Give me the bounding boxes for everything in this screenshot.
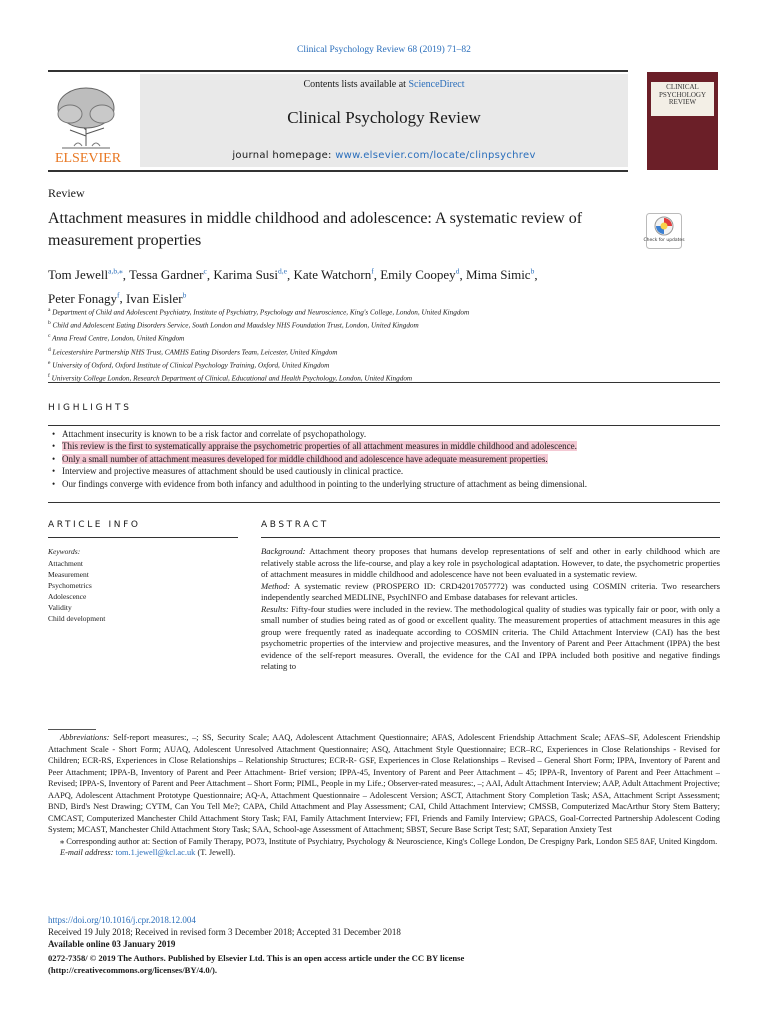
author[interactable]: Peter Fonagy$^f$ (48, 290, 120, 306)
affiliation: $^c$ Anna Freud Centre, London, United Kingdom (48, 333, 185, 343)
author[interactable]: Mima Simic$^b$ (465, 267, 535, 283)
homepage-prefix: journal homepage: (232, 150, 336, 161)
doi-link[interactable]: https://doi.org/10.1016/j.cpr.2018.12.004 (48, 915, 196, 925)
crossmark-label: Check for updates (643, 238, 685, 243)
affiliation: $^e$ University of Oxford, Oxford Institute of Clinical Psychology Training, Oxford, United Kingdom (48, 359, 330, 370)
elsevier-logo (48, 80, 128, 166)
keyword: Child development (48, 614, 106, 623)
author[interactable]: Tom Jewell$^{a,b,⁎}$ (48, 267, 123, 283)
journal-cover-thumbnail[interactable] (647, 72, 718, 170)
author[interactable]: Karima Susi$^{d,e}$ (213, 267, 287, 283)
highlights-rule (48, 425, 720, 426)
elsevier-tree-icon (48, 80, 128, 166)
abstract-results: Results: Fifty-four studies were included in the review. The methodological quality of studies was typically fair or poor, with only a small number of studies being rated as of good or excellent quality. The measurement properties of attachment measures in this age group were frequently rated as inadequate according to COSMIN criteria. The Child Attachment Interview (CAI) has the best psychometric properties of the interview and projective measures, and the Inventory of Parent and Peer Attachment (IPPA) the best evidence of the self-report measures. Overall, the evidence for the CAI and IPPA included both positive and negative findings relating to (261, 603, 720, 671)
keyword: Adolescence (48, 592, 87, 601)
highlights-heading: HIGHLIGHTS (48, 403, 132, 413)
keyword: Validity (48, 603, 72, 612)
abstract-background: Background: Attachment theory proposes that humans develop representations of self and other in early childhood which are relatively stable across the life-course, and play a key role in psychological adaptation. However, to date, the psychometric properties of attachment measures in middle childhood and adolescence have not been evaluated in a systematic review. (261, 546, 720, 579)
journal-cover-title: CLINICAL PSYCHOLOGY REVIEW (651, 82, 714, 116)
author[interactable]: Emily Coopey$^d$ (380, 267, 460, 283)
contents-line (140, 79, 628, 90)
keywords-label: Keywords: (48, 547, 81, 556)
contents-prefix: Contents lists available at (303, 79, 409, 90)
journal-citation[interactable]: Clinical Psychology Review 68 (2019) 71–82 (297, 45, 471, 55)
header-bottom-rule (48, 170, 628, 172)
article-type: Review (48, 186, 85, 200)
highlight-item: • Our findings converge with evidence from both infancy and adulthood in pointing to the underlying structure of attachment as being dimensional. (48, 478, 720, 490)
homepage-link[interactable]: www.elsevier.com/locate/clinpsychrev (335, 150, 536, 161)
section-rule (48, 502, 720, 503)
footnote-rule (48, 729, 96, 730)
affiliation: $^d$ Leicestershire Partnership NHS Trust, CAMHS Eating Disorders Team, Leicester, United Kingdom (48, 346, 338, 356)
highlights-list (48, 428, 720, 490)
keyword: Attachment (48, 559, 83, 568)
author[interactable]: Tessa Gardner$^c$ (128, 267, 207, 283)
footnotes (48, 732, 720, 859)
abstract-body (261, 546, 720, 673)
elsevier-wordmark: ELSEVIER (54, 151, 122, 166)
email-note: E-mail address: tom.1.jewell@kcl.ac.uk (T. Jewell). (60, 848, 236, 857)
sciencedirect-link[interactable]: ScienceDirect (408, 79, 465, 90)
article-info-heading: ARTICLE INFO (48, 520, 141, 530)
highlight-item-marked: • Only a small number of attachment measures developed for middle childhood and adolescence have adequate measurement properties. (48, 453, 720, 465)
homepage-line (140, 150, 628, 161)
keywords-list (48, 558, 105, 624)
license-statement: 0272-7358/ © 2019 The Authors. Published by Elsevier Ltd. This is an open access article under the CC BY license (http://creativecommons.org/licenses/BY/4.0/). (48, 953, 465, 975)
abbreviations-note: Abbreviations: Self-report measures:, –; SS, Security Scale; AAQ, Adolescent Attachment Questionnaire; AFAS, Adolescent Friendship Attachment Scale; AFAS–SF, Adolescent Friendship Attachment Scale - Short Form; AUAQ, Adolescent Unresolved Attachment Questionnaire; ASQ, Attachment Style Questionnaire; ECR–RC, Experiences in Close Relationships - Revised for Children; ECR-RS, Experiences in Close Relationships – Relationship Structures; ECR-R- GSF, Experiences in Close Relationships – Revised – General Short Form; IPPA, Inventory of Parent and Peer Attachment; IPPA-B, Inventory of Parent and Peer Attachment- Brief version; IPPA-45, Inventory of Parent and Peer Attachment – 45; IPPA-R, Inventory of Parent and Peer Attachment – Revised; IPPA-S, Inventory of Parent and Peer Attachment – Short Form; PIML, People in my Life.; Observer-rated measures:, –; AAI, Adult Attachment Interview; AAP, Adult Attachment Projective; AAPQ, Adolescent Attachment Prototype Questionnaire; AQ-A, Attachment Questionnaire – Adolescent Version; ASCT, Attachment Story Completion Task; ASA, Attachment Script Assessment; BND, Bird's Nest Drawing; CYTM, Can You Tell Me?; CAPA, Child Attachment and Play Assessment; CAI, Child Attachment Interview; CMSSB, Computerized MacArthur Story Stem Battery; CMCAST, Computerized Manchester Child Attachment Story Task; FAI, Family Attachment Interview; FFI, Friends and Family Interview; GPACS, Goal-Corrected Partnership Adolescent Coding System; MCAST, Manchester Child Attachment Story Task; SAA, School-age Assessment of Attachment; SBST, Secure Base Script Test; SAT, Separation Anxiety Test (48, 733, 721, 834)
abstract-heading: ABSTRACT (261, 520, 329, 530)
check-for-updates-icon (643, 213, 685, 249)
keyword: Psychometrics (48, 581, 92, 590)
affiliation: $^f$ University College London, Research Department of Clinical, Educational and Health Psychology, London, United Kingdom (48, 372, 413, 383)
received-dates: Received 19 July 2018; Received in revised form 3 December 2018; Accepted 31 December 2018 (48, 927, 401, 937)
highlight-item: • Attachment insecurity is known to be a risk factor and correlate of psychopathology. (48, 428, 720, 440)
affiliation: $^b$ Child and Adolescent Eating Disorders Service, South London and Maudsley NHS Foundation Trust, London, United Kingdom (48, 320, 419, 330)
crossmark-badge[interactable] (643, 213, 685, 249)
highlight-item-marked: • This review is the first to systematically appraise the psychometric properties of all attachment measures in middle childhood and adolescence. (48, 440, 720, 452)
article-info-rule (48, 537, 238, 538)
highlight-item: • Interview and projective measures of attachment should be used cautiously in clinical practice. (48, 465, 720, 477)
abstract-method: Method: A systematic review (PROSPERO ID: CRD42017057772) was conducted using COSMIN criteria. Two researchers independently searched MEDLINE, PsychINFO and Embase databases for relevant articles. (261, 580, 720, 602)
section-rule (48, 382, 720, 383)
header-top-rule (48, 70, 628, 72)
abstract-rule (261, 537, 720, 538)
affiliation-list (48, 305, 708, 384)
author[interactable]: Kate Watchorn$^f$ (293, 267, 374, 283)
article-title: Attachment measures in middle childhood and adolescence: A systematic review of measurement properties (48, 210, 583, 249)
author[interactable]: Ivan Eisler$^b$ (125, 290, 187, 306)
corresponding-author-note: ⁎ Corresponding author at: Section of Family Therapy, PO73, Institute of Psychiatry, Psychology & Neuroscience, King's College London, De Crespigny Park, London SE5 8AF, United Kingdom. (60, 836, 718, 846)
affiliation: $^a$ Department of Child and Adolescent Psychiatry, Institute of Psychiatry, Psychology and Neuroscience, King's College, London, United Kingdom (48, 307, 470, 317)
keyword: Measurement (48, 570, 89, 579)
available-online: Available online 03 January 2019 (48, 939, 176, 949)
email-link[interactable]: tom.1.jewell@kcl.ac.uk (115, 848, 196, 857)
author-list: Tom Jewell$^{a,b,⁎}$, Tessa Gardner$^c$, Karima Susi$^{d,e}$, Kate Watchorn$^f$, Emily Coopey$^d$, Mima Simic$^b$, Peter Fonagy$^f$, Ivan Eisler$^b$ (48, 267, 538, 306)
journal-title: Clinical Psychology Review (287, 108, 481, 127)
